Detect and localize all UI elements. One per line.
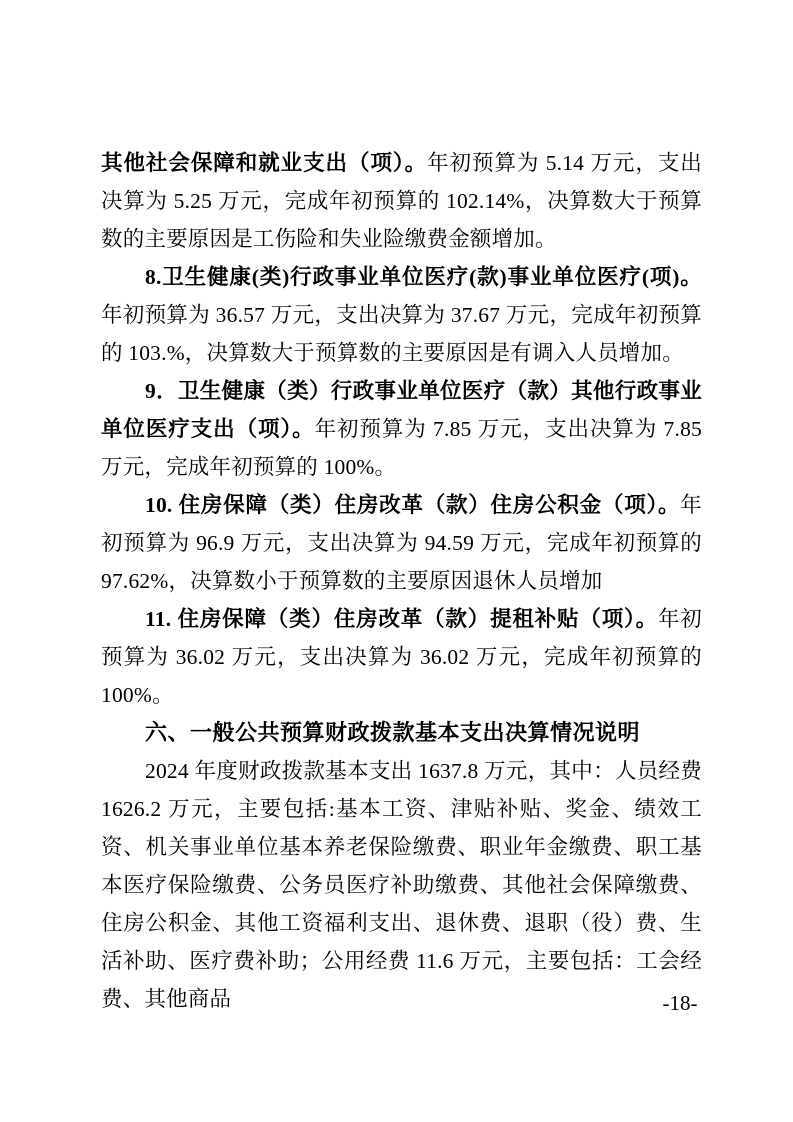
paragraph-item-11-body: 年初预算为 36.02 万元，支出决算为 36.02 万元，完成年初预算的 100%。: [101, 607, 702, 707]
paragraph-other-social-security-lead: 其他社会保障和就业支出（项）。: [101, 151, 428, 175]
page-number: -18-: [662, 991, 698, 1015]
paragraph-item-11: [101, 600, 702, 714]
paragraph-item-8-body: 年初预算为 36.57 万元，支出决算为 37.67 万元，完成年初预算的 103.%，决算数大于预算数的主要原因是有调入人员增加。: [101, 303, 702, 365]
paragraph-item-8-lead: 8.卫生健康(类)行政事业单位医疗(款)事业单位医疗(项)。: [145, 265, 702, 289]
paragraph-item-9: [101, 372, 702, 486]
page-content: [101, 144, 702, 1018]
paragraph-item-10-body: 年初预算为 96.9 万元，支出决算为 94.59 万元，完成年初预算的 97.62%，决算数小于预算数的主要原因退休人员增加: [101, 493, 702, 593]
paragraph-item-9-body: 年初预算为 7.85 万元，支出决算为 7.85 万元，完成年初预算的 100%。: [101, 417, 702, 479]
paragraph-basic-expenditure: 2024 年度财政拨款基本支出 1637.8 万元，其中：人员经费 1626.2 万元，主要包括:基本工资、津贴补贴、奖金、绩效工资、机关事业单位基本养老保险缴费、职业年金缴费、职工基本医疗保险缴费、公务员医疗补助缴费、其他社会保障缴费、住房公积金、其他工资福利支出、退休费、退职（役）费、生活补助、医疗费补助；公用经费 11.6 万元，主要包括：工会经费、其他商品: [101, 759, 702, 1011]
paragraph-item-11-lead: 11. 住房保障（类）住房改革（款）提租补贴（项）。: [145, 607, 658, 631]
section-heading: 六、一般公共预算财政拨款基本支出决算情况说明: [145, 720, 641, 745]
paragraph-item-10-lead: 10. 住房保障（类）住房改革（款）住房公积金（项）。: [145, 493, 681, 517]
paragraph-item-10: [101, 486, 702, 600]
paragraph-other-social-security: [101, 144, 702, 258]
paragraph-other-social-security-body: 年初预算为 5.14 万元，支出决算为 5.25 万元，完成年初预算的 102.14%，决算数大于预算数的主要原因是工伤险和失业险缴费金额增加。: [101, 151, 702, 251]
paragraph-item-8: [101, 258, 702, 372]
paragraph-item-9-lead: 9．卫生健康（类）行政事业单位医疗（款）其他行政事业单位医疗支出（项）。: [101, 379, 702, 441]
